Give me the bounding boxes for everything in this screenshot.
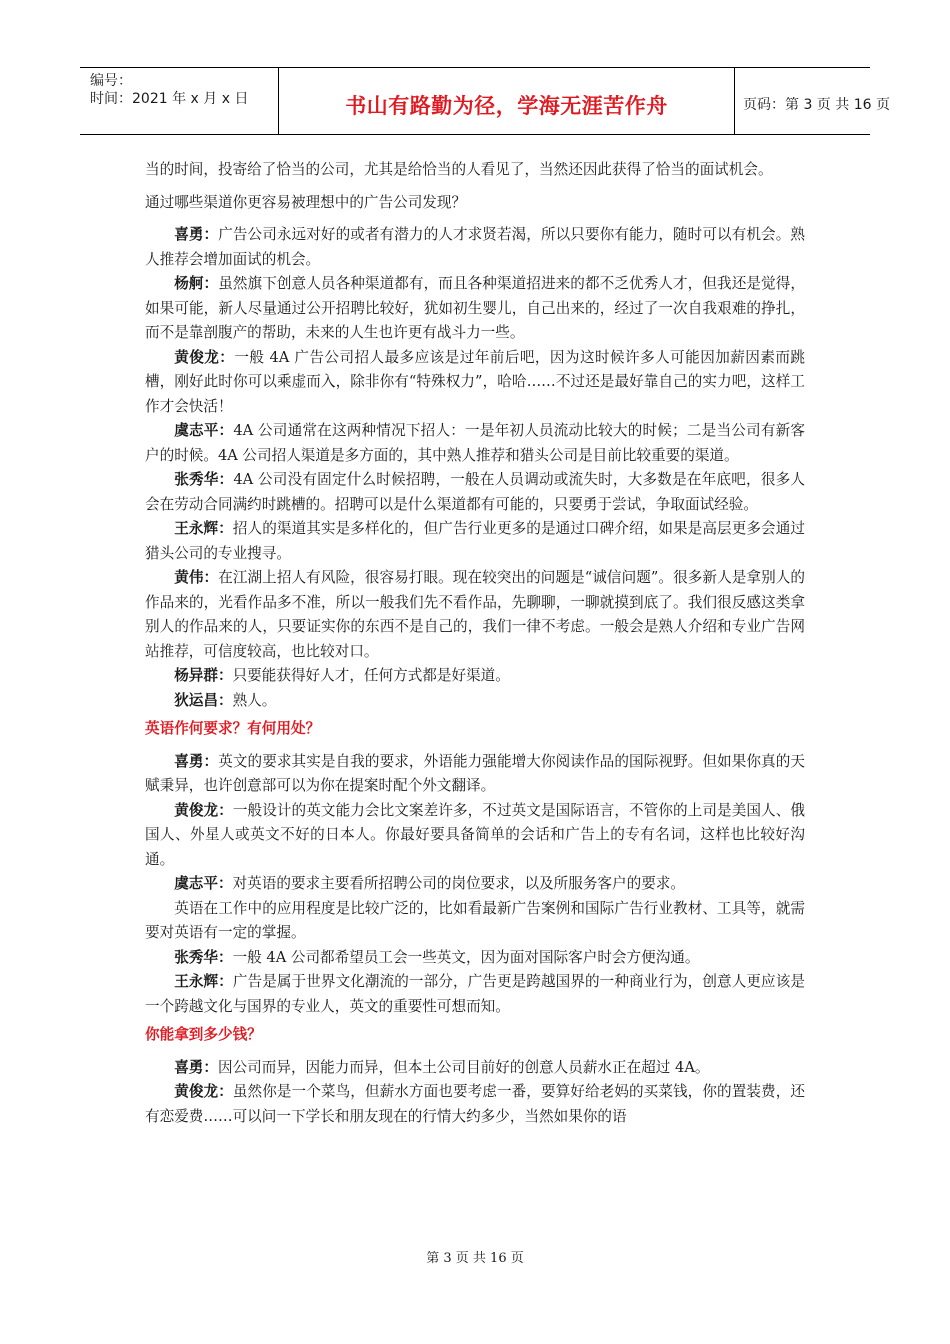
speaker-name: 王永辉：: [174, 520, 233, 537]
answer-text: 广告公司永远对好的或者有潜力的人才求贤若渴，所以只要你有能力，随时可以有机会。熟人推荐会增加面试的机会。: [145, 226, 805, 268]
header-page-cell: [735, 68, 890, 134]
page-footer: 第 3 页 共 16 页: [426, 1251, 524, 1266]
answer-paragraph: [145, 664, 805, 689]
speaker-name: 喜勇：: [174, 1058, 218, 1076]
speaker-name: 黄伟：: [174, 569, 219, 586]
answers-english: [145, 750, 805, 897]
header-info-cell: [80, 68, 279, 134]
speaker-name: 黄俊龙：: [174, 348, 235, 366]
answer-paragraph: [145, 872, 805, 897]
motto-text: 书山有路勤为径，学海无涯苦作舟: [345, 94, 668, 118]
answer-paragraph: [145, 1056, 805, 1081]
page-code: 页码：第 3 页 共 16 页: [743, 97, 890, 113]
answer-text: 在江湖上招人有风险，很容易打眼。现在较突出的问题是“诚信问题”。很多新人是拿别人的作品来的，光看作品多不准，所以一般我们先不看作品，先聊聊，一聊就摸到底了。我们很反感这类拿别人的作品来的人，只要证实你的东西不是自己的，我们一律不考虑。一般会是熟人介绍和专业广告网站推荐，可信度较高，也比较对口。: [145, 569, 805, 660]
document-body: [145, 158, 805, 1129]
answer-paragraph: [145, 689, 805, 714]
answer-text: 广告是属于世界文化潮流的一部分，广告更是跨越国界的一种商业行为，创意人更应该是一个跨越文化与国界的专业人，英文的重要性可想而知。: [145, 973, 805, 1015]
answers-channels: [145, 223, 805, 713]
speaker-name: 杨舸：: [174, 275, 219, 292]
header-motto-cell: [279, 68, 735, 134]
answer-paragraph: [145, 223, 805, 272]
answer-text: 熟人。: [232, 691, 277, 709]
speaker-name: 王永辉：: [174, 973, 233, 990]
paragraph: 英语在工作中的应用程度是比较广泛的，比如看最新广告案例和国际广告行业教材、工具等，就需要对英语有一定的掌握。: [145, 899, 805, 941]
answers-english-continued: [145, 946, 805, 1020]
answer-text: 4A 公司通常在这两种情况下招人：一是年初人员流动比较大的时候；二是当公司有新客户的时候。4A 公司招人渠道是多方面的，其中熟人推荐和猎头公司是目前比较重要的渠道。: [145, 422, 805, 464]
speaker-name: 虞志平：: [174, 875, 233, 892]
answer-paragraph: [145, 946, 805, 971]
answer-paragraph: [145, 566, 805, 664]
section-heading-salary: 你能拿到多少钱？: [145, 1026, 262, 1043]
answer-paragraph: [145, 272, 805, 346]
answer-text: 对英语的要求主要看所招聘公司的岗位要求，以及所服务客户的要求。: [232, 875, 685, 892]
answer-text: 虽然旗下创意人员各种渠道都有，而且各种渠道招进来的都不乏优秀人才，但我还是觉得，如果可能，新人尽量通过公开招聘比较好，犹如初生婴儿，自己出来的，经过了一次自我艰难的挣扎，而不是靠剖腹产的帮助，未来的人生也许更有战斗力一些。: [145, 275, 805, 341]
section-heading-english: 英语作何要求？有何用处？: [145, 720, 321, 737]
answer-text: 只要能获得好人才，任何方式都是好渠道。: [232, 667, 510, 684]
answer-paragraph: [145, 346, 805, 420]
speaker-name: 黄俊龙：: [174, 801, 233, 819]
answer-paragraph: [145, 970, 805, 1019]
answer-text: 招人的渠道其实是多样化的，但广告行业更多的是通过口碑介绍，如果是高层更多会通过猎头公司的专业搜寻。: [145, 520, 805, 562]
speaker-name: 虞志平：: [174, 422, 234, 439]
answer-paragraph: [145, 1080, 805, 1129]
speaker-name: 张秀华：: [174, 471, 234, 488]
paragraph: 当的时间，投寄给了恰当的公司，尤其是给恰当的人看见了，当然还因此获得了恰当的面试机会。: [145, 161, 773, 178]
answer-text: 一般 4A 公司都希望员工会一些英文，因为面对国际客户时会方便沟通。: [232, 948, 700, 966]
answer-paragraph: [145, 517, 805, 566]
speaker-name: 喜勇：: [174, 226, 219, 243]
answers-salary: [145, 1056, 805, 1130]
speaker-name: 狄运昌：: [174, 691, 233, 709]
header-table: [80, 67, 890, 135]
speaker-name: 张秀华：: [174, 948, 233, 966]
answer-text: 4A 公司没有固定什么时候招聘，一般在人员调动或流失时，大多数是在年底吧，很多人会在劳动合同满约时跳槽的。招聘可以是什么渠道都有可能的，只要勇于尝试，争取面试经验。: [145, 471, 805, 513]
number-label: 编号：: [90, 73, 132, 89]
answer-text: 英文的要求其实是自我的要求，外语能力强能增大你阅读作品的国际视野。但如果你真的天赋秉异，也许创意部可以为你在提案时配个外文翻译。: [145, 752, 805, 794]
answer-paragraph: [145, 750, 805, 799]
speaker-name: 杨异群：: [174, 667, 233, 684]
answer-text: 因公司而异，因能力而异，但本土公司目前好的创意人员薪水正在超过 4A。: [217, 1058, 710, 1076]
answer-text: 一般 4A 广告公司招人最多应该是过年前后吧，因为这时候许多人可能因加薪因素而跳槽，刚好此时你可以乘虚而入，除非你有“特殊权力”，哈哈……不过还是最好靠自己的实力吧，这样工作才会快活！: [145, 348, 805, 415]
answer-text: 虽然你是一个菜鸟，但薪水方面也要考虑一番，要算好给老妈的买菜钱，你的置装费，还有恋爱费……可以问一下学长和朋友现在的行情大约多少，当然如果你的语: [145, 1083, 805, 1125]
answer-paragraph: [145, 468, 805, 517]
answer-paragraph: [145, 799, 805, 873]
time-label: 时间：2021 年 x 月 x 日: [90, 91, 249, 107]
speaker-name: 喜勇：: [174, 752, 219, 770]
speaker-name: 黄俊龙：: [174, 1083, 233, 1100]
answer-text: 一般设计的英文能力会比文案差许多，不过英文是国际语言，不管你的上司是美国人、俄国人、外星人或英文不好的日本人。你最好要具备简单的会话和广告上的专有名词，这样也比较好沟通。: [145, 801, 805, 868]
answer-paragraph: [145, 419, 805, 468]
question-heading: 通过哪些渠道你更容易被理想中的广告公司发现？: [145, 193, 467, 211]
